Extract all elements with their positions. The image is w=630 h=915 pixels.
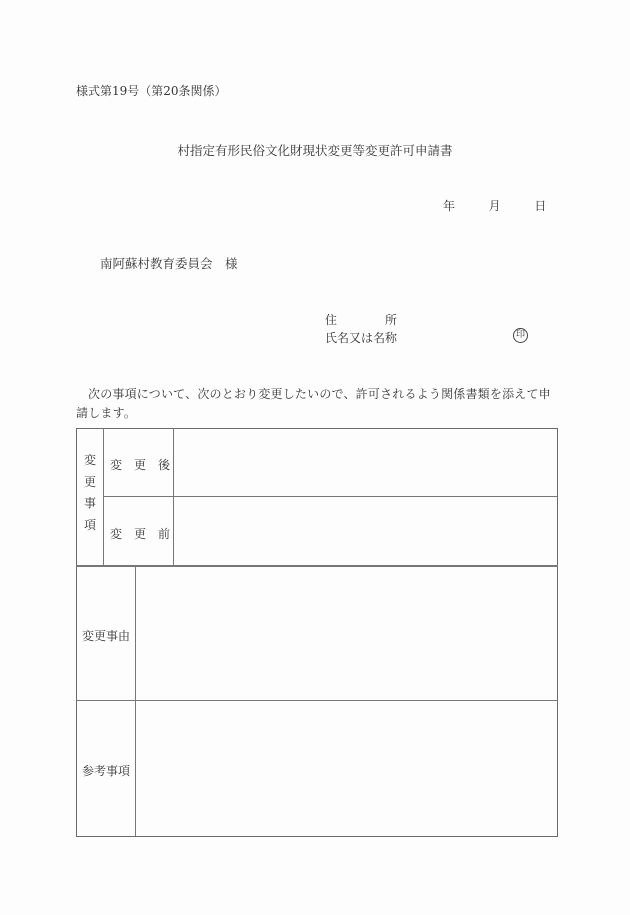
form-number: 様式第19号（第20条関係） — [76, 84, 227, 98]
date-month: 月 — [488, 199, 501, 213]
addressee: 南阿蘇村教育委員会 様 — [100, 256, 238, 271]
seal-mark-icon: 印 — [513, 328, 528, 343]
request-statement: 次の事項について、次のとおり変更したいので、許可されるよう関係書類を添えて申請します。 — [76, 387, 551, 420]
before-change-label: 変 更 前 — [110, 527, 171, 541]
change-items-label: 変 更 事 項 — [83, 453, 96, 532]
date-year: 年 — [443, 199, 456, 213]
after-change-field[interactable] — [174, 429, 556, 496]
table-divider — [103, 428, 104, 565]
reason-label: 変更事由 — [82, 629, 131, 643]
address-label: 住 所 — [325, 313, 398, 327]
date-line — [443, 197, 546, 214]
notes-label: 参考事項 — [82, 764, 131, 778]
date-day: 日 — [534, 199, 547, 213]
reason-field[interactable] — [136, 567, 556, 699]
after-change-label: 変 更 後 — [110, 458, 171, 472]
name-label: 氏名又は名称 — [325, 331, 398, 345]
before-change-field[interactable] — [174, 497, 556, 564]
notes-field[interactable] — [136, 701, 556, 835]
document-title: 村指定有形民俗文化財現状変更等変更許可申請書 — [177, 143, 453, 158]
